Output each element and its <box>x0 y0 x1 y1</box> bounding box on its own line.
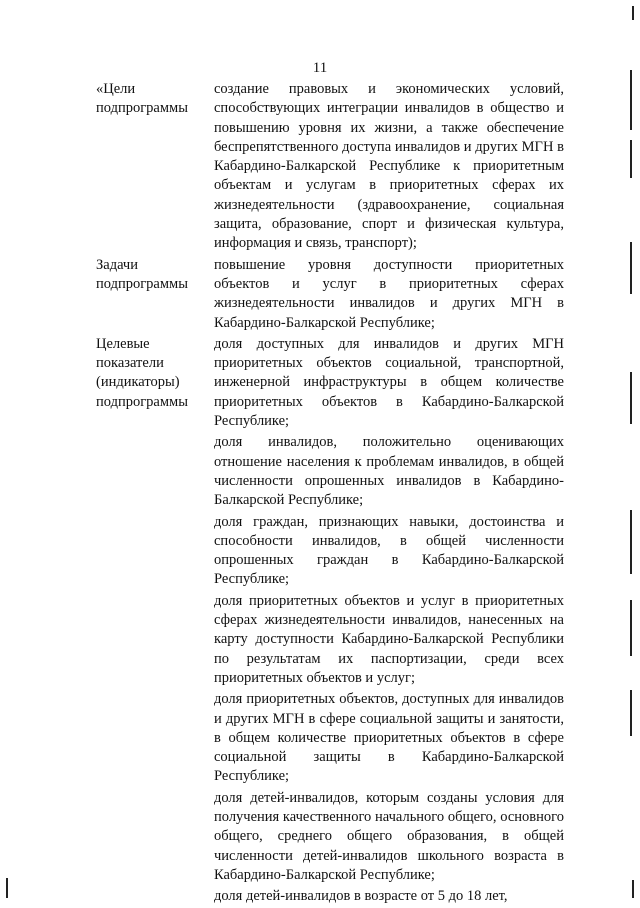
scan-edge-mark <box>630 70 632 130</box>
scan-edge-mark <box>6 878 8 898</box>
indicator-paragraph: доля детей-инвалидов, которым созданы условия для получения качественного начального общего, основного общего, среднего общего образования, в общей численности детей-инвалидов школьного возраста в Кабардино-Балкарской Республике; <box>214 789 564 883</box>
scan-edge-mark <box>630 140 632 178</box>
scan-edge-mark <box>630 690 632 736</box>
section-label-tasks: Задачи подпрограммы <box>96 256 188 292</box>
program-passport <box>96 80 564 908</box>
scan-edge-mark <box>630 242 632 294</box>
page-number: 11 <box>312 60 328 76</box>
indicator-paragraph: доля доступных для инвалидов и других МГН приоритетных объектов социальной, транспортной, инженерной инфраструктуры в общем количестве приоритетных объектов в Кабардино-Балкарской Республике; <box>214 335 564 430</box>
indicator-paragraph: доля граждан, признающих навыки, достоинства и способности инвалидов, в общей численности опрошенных граждан в Кабардино-Балкарской Республике; <box>214 513 564 588</box>
section-label-indicators: Целевые показатели (индикаторы) подпрограммы <box>96 335 188 410</box>
goals-paragraph: создание правовых и экономических условий, способствующих интеграции инвалидов в общество и повышению уровня их жизни, а также обеспечение беспрепятственного доступа инвалидов и других МГН в Кабардино-Балкарской Республике к приоритетным объектам и услугам в приоритетных сферах их жизнедеятельности (здравоохранение, социальная защита, образование, спорт и физическая культура, информация и связь, транспорт); <box>214 81 564 252</box>
section-body-indicators <box>214 335 564 908</box>
indicator-paragraph: доля приоритетных объектов, доступных для инвалидов и других МГН в сфере социальной защиты и занятости, в общем количестве приоритетных объектов в сфере социальной защиты в Кабардино-Балкарской Республике; <box>214 691 564 785</box>
section-goals <box>96 80 564 256</box>
scan-edge-mark <box>630 372 632 424</box>
section-body-tasks <box>214 256 564 335</box>
scan-edge-mark <box>632 6 634 20</box>
indicator-paragraph: доля инвалидов, положительно оценивающих отношение населения к проблемам инвалидов, в общей численности опрошенных инвалидов в Кабардино-Балкарской Республике; <box>214 434 564 509</box>
tasks-paragraph: повышение уровня доступности приоритетных объектов и услуг в приоритетных сферах жизнедеятельности инвалидов и других МГН в Кабардино-Балкарской Республике; <box>214 256 564 331</box>
section-label-goals: «Цели подпрограммы <box>96 81 188 117</box>
scan-edge-mark <box>630 600 632 656</box>
indicator-paragraph: доля приоритетных объектов и услуг в приоритетных сферах жизнедеятельности инвалидов, нанесенных на карту доступности Кабардино-Балкарской Республики по результатам их паспортизации, среди всех приоритетных объектов и услуг; <box>214 592 564 686</box>
scan-edge-mark <box>630 510 632 574</box>
indicator-paragraph: доля детей-инвалидов в возрасте от 5 до 18 лет, <box>214 888 508 905</box>
section-tasks <box>96 256 564 335</box>
scan-edge-mark <box>632 880 634 898</box>
section-body-goals <box>214 80 564 256</box>
section-indicators <box>96 335 564 908</box>
